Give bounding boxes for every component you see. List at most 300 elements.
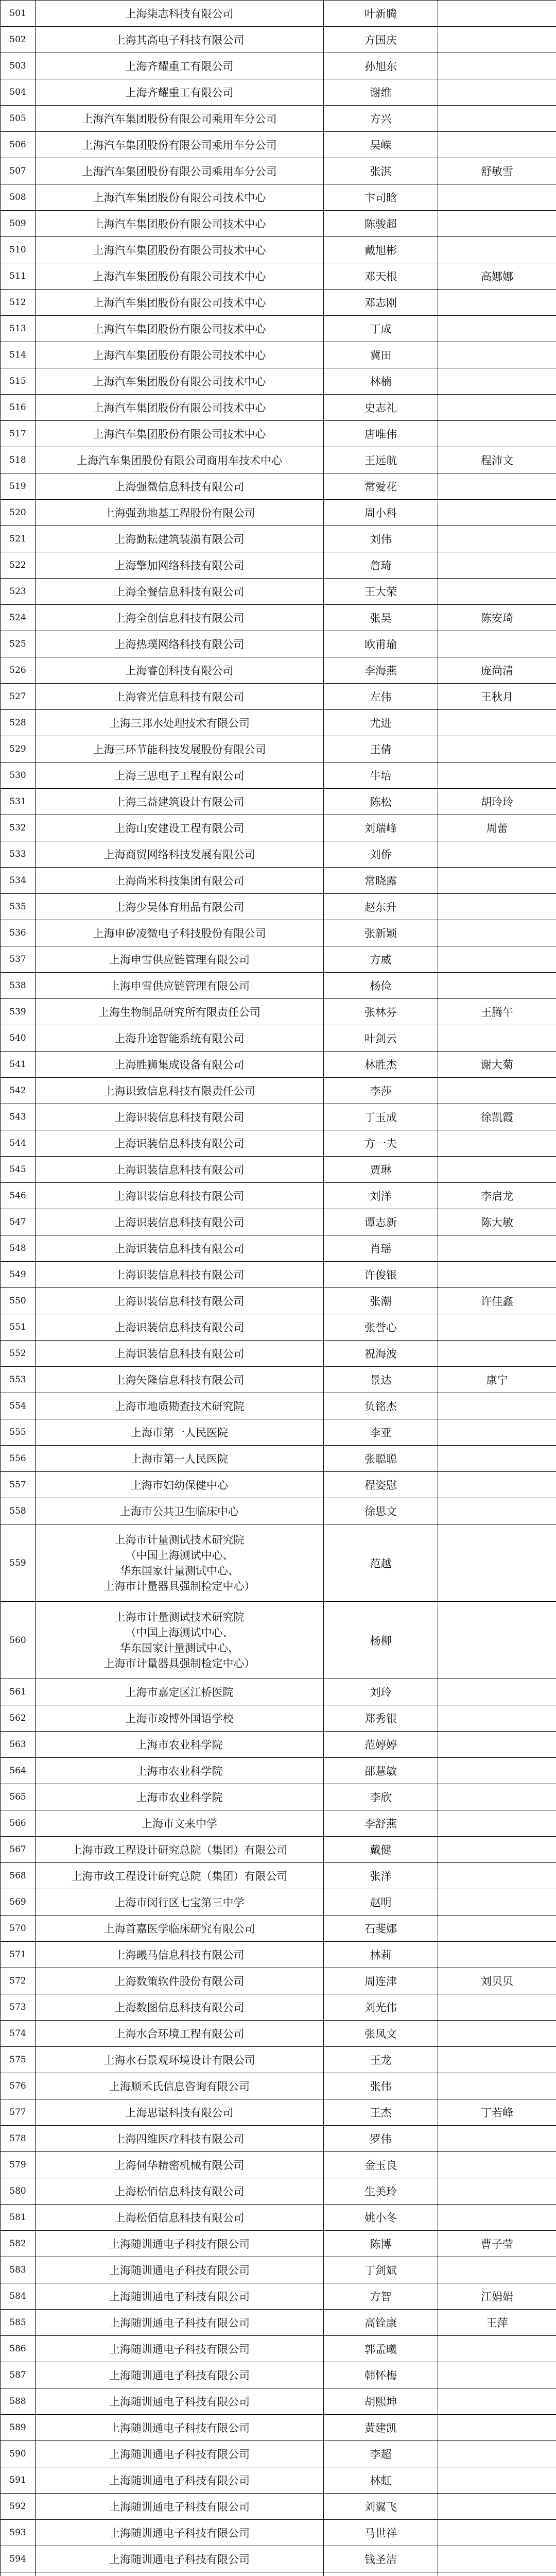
table-row bbox=[1, 132, 556, 158]
person-name-cell: 李海燕 bbox=[324, 657, 438, 684]
secondary-name-cell bbox=[438, 1863, 556, 1889]
row-number: 531 bbox=[1, 789, 36, 815]
row-number: 526 bbox=[1, 657, 36, 684]
table-row bbox=[1, 579, 556, 605]
organization-cell: 上海商贸网络科技发展有限公司 bbox=[36, 841, 324, 868]
person-name-cell: 负铭杰 bbox=[324, 1393, 438, 1419]
secondary-name-cell bbox=[438, 2178, 556, 2205]
person-name-cell: 林楠 bbox=[324, 368, 438, 395]
organization-line: （中国上海测试中心、 bbox=[125, 1626, 234, 1639]
person-name-cell: 景达 bbox=[324, 1367, 438, 1393]
organization-cell: 上海申矽凌微电子科技股份有限公司 bbox=[36, 920, 324, 946]
organization-cell: 上海市闵行区七宝第三中学 bbox=[36, 1889, 324, 1916]
organization-line: 上海市计量测试技术研究院 bbox=[114, 1533, 245, 1546]
organization-cell: 上海汽车集团股份有限公司乘用车分公司 bbox=[36, 132, 324, 158]
organization-cell: 上海松佰信息科技有限公司 bbox=[36, 2205, 324, 2231]
organization-cell: 上海汽车集团股份有限公司技术中心 bbox=[36, 290, 324, 316]
organization-cell: 上海识装信息科技有限公司 bbox=[36, 1157, 324, 1183]
organization-cell: 上海汽车集团股份有限公司技术中心 bbox=[36, 395, 324, 421]
person-name-cell: 卞司晗 bbox=[324, 184, 438, 211]
row-number: 584 bbox=[1, 2283, 36, 2310]
table-row bbox=[1, 2441, 556, 2467]
person-name-cell: 王倩 bbox=[324, 736, 438, 762]
person-name-cell: 杨柳 bbox=[324, 1602, 438, 1679]
person-name-cell: 程姿慰 bbox=[324, 1472, 438, 1498]
row-number: 542 bbox=[1, 1078, 36, 1104]
table-row bbox=[1, 1994, 556, 2021]
secondary-name-cell bbox=[438, 2467, 556, 2494]
table-row bbox=[1, 2126, 556, 2152]
table-row bbox=[1, 211, 556, 237]
table-row bbox=[1, 2388, 556, 2415]
organization-cell: 上海胜狮集成设备有限公司 bbox=[36, 1052, 324, 1078]
table-row bbox=[1, 868, 556, 894]
row-number: 558 bbox=[1, 1498, 36, 1524]
person-name-cell: 刘瑞峰 bbox=[324, 815, 438, 841]
person-name-cell: 叶新腾 bbox=[324, 1, 438, 27]
table-row bbox=[1, 1446, 556, 1472]
secondary-name-cell bbox=[438, 184, 556, 211]
organization-line: 上海市计量器具强制检定中心） bbox=[103, 1657, 255, 1670]
row-number: 586 bbox=[1, 2336, 36, 2362]
person-name-cell: 刘玲 bbox=[324, 1679, 438, 1705]
secondary-name-cell bbox=[438, 79, 556, 106]
person-name-cell: 张昊 bbox=[324, 605, 438, 631]
person-name-cell: 林莉 bbox=[324, 1942, 438, 1968]
organization-cell: 上海四维医疗科技有限公司 bbox=[36, 2126, 324, 2152]
secondary-name-cell bbox=[438, 473, 556, 500]
row-number: 587 bbox=[1, 2362, 36, 2388]
row-number: 535 bbox=[1, 894, 36, 920]
person-name-cell: 史志礼 bbox=[324, 395, 438, 421]
table-row bbox=[1, 1916, 556, 1942]
secondary-name-cell bbox=[438, 1157, 556, 1183]
organization-cell: 上海市公共卫生临床中心 bbox=[36, 1498, 324, 1524]
organization-cell: 上海市地质勘查技术研究院 bbox=[36, 1393, 324, 1419]
person-name-cell: 林虹 bbox=[324, 2467, 438, 2494]
row-number: 541 bbox=[1, 1052, 36, 1078]
table-row bbox=[1, 1078, 556, 1104]
table-row bbox=[1, 1498, 556, 1524]
person-name-cell: 范越 bbox=[324, 1524, 438, 1602]
secondary-name-cell bbox=[438, 2546, 556, 2572]
table-row bbox=[1, 2310, 556, 2336]
person-name-cell: 郑秀银 bbox=[324, 1705, 438, 1732]
row-number: 544 bbox=[1, 1130, 36, 1157]
secondary-name-cell bbox=[438, 2415, 556, 2441]
row-number: 557 bbox=[1, 1472, 36, 1498]
row-number: 553 bbox=[1, 1367, 36, 1393]
table-row bbox=[1, 1602, 556, 1679]
row-number: 513 bbox=[1, 316, 36, 342]
table-row bbox=[1, 263, 556, 290]
secondary-name-cell: 高娜娜 bbox=[438, 263, 556, 290]
organization-cell: 上海齐耀重工有限公司 bbox=[36, 53, 324, 79]
table-row bbox=[1, 1679, 556, 1705]
table-row bbox=[1, 2572, 556, 2576]
table-row bbox=[1, 2021, 556, 2047]
person-name-cell: 冀田 bbox=[324, 342, 438, 368]
secondary-name-cell bbox=[438, 2047, 556, 2073]
row-number: 510 bbox=[1, 237, 36, 263]
secondary-name-cell bbox=[438, 2073, 556, 2099]
secondary-name-cell bbox=[438, 1602, 556, 1679]
organization-line: 华东国家计量测试中心、 bbox=[120, 1641, 239, 1654]
person-name-cell: 周连津 bbox=[324, 1968, 438, 1994]
table-row bbox=[1, 2099, 556, 2126]
row-number: 504 bbox=[1, 79, 36, 106]
organization-cell: 上海矢隆信息科技有限公司 bbox=[36, 1367, 324, 1393]
organization-cell: 上海随训通电子科技有限公司 bbox=[36, 2231, 324, 2257]
person-name-cell: 陈博 bbox=[324, 2231, 438, 2257]
organization-cell: 上海申雪供应链管理有限公司 bbox=[36, 973, 324, 999]
row-number: 565 bbox=[1, 1784, 36, 1810]
secondary-name-cell bbox=[438, 868, 556, 894]
organization-cell: 上海顺禾氏信息咨询有限公司 bbox=[36, 2073, 324, 2099]
person-name-cell: 刘光伟 bbox=[324, 1994, 438, 2021]
table-row bbox=[1, 1314, 556, 1341]
secondary-name-cell bbox=[438, 2021, 556, 2047]
secondary-name-cell bbox=[438, 2257, 556, 2283]
table-row bbox=[1, 1705, 556, 1732]
roster-table-body bbox=[1, 1, 556, 2576]
table-row bbox=[1, 2283, 556, 2310]
secondary-name-cell bbox=[438, 1262, 556, 1288]
person-name-cell: 林胜杰 bbox=[324, 1052, 438, 1078]
secondary-name-cell bbox=[438, 290, 556, 316]
row-number: 530 bbox=[1, 762, 36, 789]
organization-cell: 上海市政工程设计研究总院（集团）有限公司 bbox=[36, 1837, 324, 1863]
row-number: 562 bbox=[1, 1705, 36, 1732]
person-name-cell: 胡熙坤 bbox=[324, 2388, 438, 2415]
table-row bbox=[1, 53, 556, 79]
organization-cell: 上海市竣博外国语学校 bbox=[36, 1705, 324, 1732]
table-row bbox=[1, 473, 556, 500]
table-row bbox=[1, 2257, 556, 2283]
table-row bbox=[1, 158, 556, 184]
secondary-name-cell bbox=[438, 1419, 556, 1446]
table-row bbox=[1, 1367, 556, 1393]
organization-cell bbox=[36, 1602, 324, 1679]
secondary-name-cell bbox=[438, 395, 556, 421]
organization-cell: 上海随训通电子科技有限公司 bbox=[36, 2494, 324, 2520]
person-name-cell: 徐思文 bbox=[324, 1498, 438, 1524]
organization-cell: 上海汽车集团股份有限公司技术中心 bbox=[36, 184, 324, 211]
person-name-cell: 方兴 bbox=[324, 106, 438, 132]
secondary-name-cell bbox=[438, 920, 556, 946]
secondary-name-cell bbox=[438, 1498, 556, 1524]
organization-cell: 上海其高电子科技有限公司 bbox=[36, 27, 324, 53]
organization-cell: 上海生物制品研究所有限责任公司 bbox=[36, 999, 324, 1025]
organization-cell: 上海随训通电子科技有限公司 bbox=[36, 2283, 324, 2310]
table-row bbox=[1, 1130, 556, 1157]
row-number: 555 bbox=[1, 1419, 36, 1446]
secondary-name-cell bbox=[438, 132, 556, 158]
organization-cell: 上海三环节能科技发展股份有限公司 bbox=[36, 736, 324, 762]
secondary-name-cell bbox=[438, 27, 556, 53]
person-name-cell: 谭志新 bbox=[324, 1209, 438, 1235]
row-number: 512 bbox=[1, 290, 36, 316]
secondary-name-cell: 江娟娟 bbox=[438, 2283, 556, 2310]
table-row bbox=[1, 1524, 556, 1602]
row-number: 552 bbox=[1, 1341, 36, 1367]
secondary-name-cell bbox=[438, 1889, 556, 1916]
row-number: 527 bbox=[1, 684, 36, 710]
row-number: 549 bbox=[1, 1262, 36, 1288]
organization-cell: 上海山安建设工程有限公司 bbox=[36, 815, 324, 841]
secondary-name-cell: 陈大敏 bbox=[438, 1209, 556, 1235]
secondary-name-cell bbox=[438, 1810, 556, 1837]
organization-cell: 上海随训通电子科技有限公司 bbox=[36, 2441, 324, 2467]
person-name-cell: 戴旭彬 bbox=[324, 237, 438, 263]
secondary-name-cell bbox=[438, 1, 556, 27]
organization-cell: 上海识装信息科技有限公司 bbox=[36, 1262, 324, 1288]
row-number: 579 bbox=[1, 2152, 36, 2178]
secondary-name-cell: 曹子莹 bbox=[438, 2231, 556, 2257]
person-name-cell: 范婷婷 bbox=[324, 1732, 438, 1758]
table-row bbox=[1, 2520, 556, 2546]
organization-cell: 上海睿创科技有限公司 bbox=[36, 657, 324, 684]
table-row bbox=[1, 631, 556, 657]
person-name-cell: 贾琳 bbox=[324, 1157, 438, 1183]
row-number: 580 bbox=[1, 2178, 36, 2205]
person-name-cell: 生美玲 bbox=[324, 2178, 438, 2205]
row-number: 525 bbox=[1, 631, 36, 657]
table-row bbox=[1, 2152, 556, 2178]
row-number: 559 bbox=[1, 1524, 36, 1602]
person-name-cell: 谢维 bbox=[324, 79, 438, 106]
table-row bbox=[1, 894, 556, 920]
row-number: 532 bbox=[1, 815, 36, 841]
person-name-cell: 张潮 bbox=[324, 1288, 438, 1314]
person-name-cell: 叶剑云 bbox=[324, 1025, 438, 1052]
person-name-cell: 尤进 bbox=[324, 710, 438, 736]
secondary-name-cell: 舒敏雪 bbox=[438, 158, 556, 184]
secondary-name-cell bbox=[438, 762, 556, 789]
person-name-cell: 钱圣洁 bbox=[324, 2546, 438, 2572]
person-name-cell: 刘伟 bbox=[324, 526, 438, 552]
table-row bbox=[1, 1288, 556, 1314]
secondary-name-cell: 刘贝贝 bbox=[438, 1968, 556, 1994]
row-number: 572 bbox=[1, 1968, 36, 1994]
organization-cell: 上海识装信息科技有限公司 bbox=[36, 1209, 324, 1235]
person-name-cell: 丁剑斌 bbox=[324, 2257, 438, 2283]
table-row bbox=[1, 1209, 556, 1235]
row-number: 507 bbox=[1, 158, 36, 184]
organization-cell: 上海识装信息科技有限公司 bbox=[36, 1235, 324, 1262]
organization-cell: 上海首嘉医学临床研究有限公司 bbox=[36, 1916, 324, 1942]
table-row bbox=[1, 2362, 556, 2388]
organization-cell: 上海数策软件股份有限公司 bbox=[36, 1968, 324, 1994]
secondary-name-cell bbox=[438, 237, 556, 263]
secondary-name-cell bbox=[438, 894, 556, 920]
organization-cell: 上海升途智能系统有限公司 bbox=[36, 1025, 324, 1052]
row-number: 503 bbox=[1, 53, 36, 79]
person-name-cell: 张凤文 bbox=[324, 2021, 438, 2047]
secondary-name-cell bbox=[438, 579, 556, 605]
organization-cell: 上海汽车集团股份有限公司技术中心 bbox=[36, 316, 324, 342]
table-row bbox=[1, 1784, 556, 1810]
secondary-name-cell: 程沛文 bbox=[438, 447, 556, 473]
person-name-cell: 张洋 bbox=[324, 1863, 438, 1889]
secondary-name-cell bbox=[438, 1393, 556, 1419]
row-number: 589 bbox=[1, 2415, 36, 2441]
table-row bbox=[1, 1942, 556, 1968]
row-number: 569 bbox=[1, 1889, 36, 1916]
secondary-name-cell bbox=[438, 1994, 556, 2021]
person-name-cell: 王大荣 bbox=[324, 579, 438, 605]
organization-cell: 上海识装信息科技有限公司 bbox=[36, 1288, 324, 1314]
table-row bbox=[1, 973, 556, 999]
person-name-cell: 罗伟 bbox=[324, 2126, 438, 2152]
person-name-cell: 方国庆 bbox=[324, 27, 438, 53]
secondary-name-cell bbox=[438, 2494, 556, 2520]
person-name-cell: 马世祥 bbox=[324, 2520, 438, 2546]
person-name-cell: 欧甫瑜 bbox=[324, 631, 438, 657]
person-name-cell: 金玉良 bbox=[324, 2152, 438, 2178]
table-row bbox=[1, 1104, 556, 1130]
organization-cell: 上海擎加网络科技有限公司 bbox=[36, 552, 324, 579]
row-number: 591 bbox=[1, 2467, 36, 2494]
person-name-cell: 李亚 bbox=[324, 1419, 438, 1446]
row-number: 590 bbox=[1, 2441, 36, 2467]
row-number: 536 bbox=[1, 920, 36, 946]
organization-cell: 上海汽车集团股份有限公司商用车技术中心 bbox=[36, 447, 324, 473]
secondary-name-cell bbox=[438, 1784, 556, 1810]
person-name-cell: 周小科 bbox=[324, 500, 438, 526]
table-row bbox=[1, 1837, 556, 1863]
table-row bbox=[1, 1157, 556, 1183]
row-number: 577 bbox=[1, 2099, 36, 2126]
row-number: 581 bbox=[1, 2205, 36, 2231]
person-name-cell: 张林芬 bbox=[324, 999, 438, 1025]
organization-cell: 上海市农业科学院 bbox=[36, 1732, 324, 1758]
person-name-cell: 肖瑶 bbox=[324, 1235, 438, 1262]
secondary-name-cell bbox=[438, 1732, 556, 1758]
row-number: 521 bbox=[1, 526, 36, 552]
table-row bbox=[1, 27, 556, 53]
table-row bbox=[1, 2231, 556, 2257]
person-name-cell: 孙旭东 bbox=[324, 53, 438, 79]
organization-cell: 上海汽车集团股份有限公司技术中心 bbox=[36, 368, 324, 395]
secondary-name-cell bbox=[438, 552, 556, 579]
row-number: 540 bbox=[1, 1025, 36, 1052]
organization-cell: 上海勤耘建筑装潢有限公司 bbox=[36, 526, 324, 552]
person-name-cell: 王远航 bbox=[324, 447, 438, 473]
table-row bbox=[1, 184, 556, 211]
person-name-cell: 黄建凯 bbox=[324, 2415, 438, 2441]
person-name-cell: 常爱花 bbox=[324, 473, 438, 500]
organization-cell: 上海随训通电子科技有限公司 bbox=[36, 2336, 324, 2362]
secondary-name-cell bbox=[438, 973, 556, 999]
row-number: 515 bbox=[1, 368, 36, 395]
table-row bbox=[1, 762, 556, 789]
table-row bbox=[1, 1810, 556, 1837]
secondary-name-cell: 康宁 bbox=[438, 1367, 556, 1393]
row-number: 585 bbox=[1, 2310, 36, 2336]
organization-cell: 上海识装信息科技有限公司 bbox=[36, 1130, 324, 1157]
person-name-cell: 李舒燕 bbox=[324, 1810, 438, 1837]
row-number: 578 bbox=[1, 2126, 36, 2152]
organization-cell: 上海汽车集团股份有限公司技术中心 bbox=[36, 421, 324, 447]
person-name-cell: 邓志刚 bbox=[324, 290, 438, 316]
row-number: 514 bbox=[1, 342, 36, 368]
secondary-name-cell bbox=[438, 1679, 556, 1705]
table-row bbox=[1, 395, 556, 421]
organization-cell: 上海尚米科技集团有限公司 bbox=[36, 868, 324, 894]
table-row bbox=[1, 1393, 556, 1419]
secondary-name-cell bbox=[438, 1758, 556, 1784]
secondary-name-cell bbox=[438, 1916, 556, 1942]
secondary-name-cell: 王秋月 bbox=[438, 684, 556, 710]
row-number: 563 bbox=[1, 1732, 36, 1758]
secondary-name-cell bbox=[438, 946, 556, 973]
row-number: 522 bbox=[1, 552, 36, 579]
organization-cell bbox=[36, 2572, 324, 2576]
secondary-name-cell bbox=[438, 2336, 556, 2362]
person-name-cell: 张伟 bbox=[324, 2073, 438, 2099]
person-name-cell: 左伟 bbox=[324, 684, 438, 710]
table-row bbox=[1, 2073, 556, 2099]
secondary-name-cell bbox=[438, 1446, 556, 1472]
organization-cell bbox=[36, 1524, 324, 1602]
table-row bbox=[1, 789, 556, 815]
person-name-cell: 刘侨 bbox=[324, 841, 438, 868]
row-number: 501 bbox=[1, 1, 36, 27]
row-number: 567 bbox=[1, 1837, 36, 1863]
table-row bbox=[1, 1732, 556, 1758]
secondary-name-cell: 谢大菊 bbox=[438, 1052, 556, 1078]
person-name-cell: 陈松 bbox=[324, 789, 438, 815]
row-number: 550 bbox=[1, 1288, 36, 1314]
secondary-name-cell bbox=[438, 631, 556, 657]
table-row bbox=[1, 736, 556, 762]
person-name-cell: 杨俭 bbox=[324, 973, 438, 999]
person-name-cell: 常晓露 bbox=[324, 868, 438, 894]
person-name-cell: 丁玉成 bbox=[324, 1104, 438, 1130]
person-name-cell: 姚小冬 bbox=[324, 2205, 438, 2231]
row-number: 534 bbox=[1, 868, 36, 894]
secondary-name-cell bbox=[438, 1524, 556, 1602]
secondary-name-cell: 徐凯霞 bbox=[438, 1104, 556, 1130]
row-number: 564 bbox=[1, 1758, 36, 1784]
secondary-name-cell: 许佳鑫 bbox=[438, 1288, 556, 1314]
organization-cell: 上海市嘉定区江桥医院 bbox=[36, 1679, 324, 1705]
secondary-name-cell bbox=[438, 736, 556, 762]
table-row bbox=[1, 684, 556, 710]
row-number: 588 bbox=[1, 2388, 36, 2415]
table-row bbox=[1, 290, 556, 316]
organization-cell: 上海随训通电子科技有限公司 bbox=[36, 2520, 324, 2546]
row-number: 592 bbox=[1, 2494, 36, 2520]
organization-cell: 上海市文来中学 bbox=[36, 1810, 324, 1837]
row-number: 561 bbox=[1, 1679, 36, 1705]
table-row bbox=[1, 526, 556, 552]
row-number: 573 bbox=[1, 1994, 36, 2021]
table-row bbox=[1, 2178, 556, 2205]
organization-line: 华东国家计量测试中心、 bbox=[120, 1564, 239, 1577]
table-row bbox=[1, 316, 556, 342]
organization-cell: 上海随训通电子科技有限公司 bbox=[36, 2310, 324, 2336]
table-row bbox=[1, 1472, 556, 1498]
table-row bbox=[1, 106, 556, 132]
person-name-cell: 赵东升 bbox=[324, 894, 438, 920]
secondary-name-cell bbox=[438, 1130, 556, 1157]
secondary-name-cell bbox=[438, 316, 556, 342]
person-name-cell: 丁成 bbox=[324, 316, 438, 342]
secondary-name-cell bbox=[438, 2152, 556, 2178]
organization-cell: 上海强微信息科技有限公司 bbox=[36, 473, 324, 500]
